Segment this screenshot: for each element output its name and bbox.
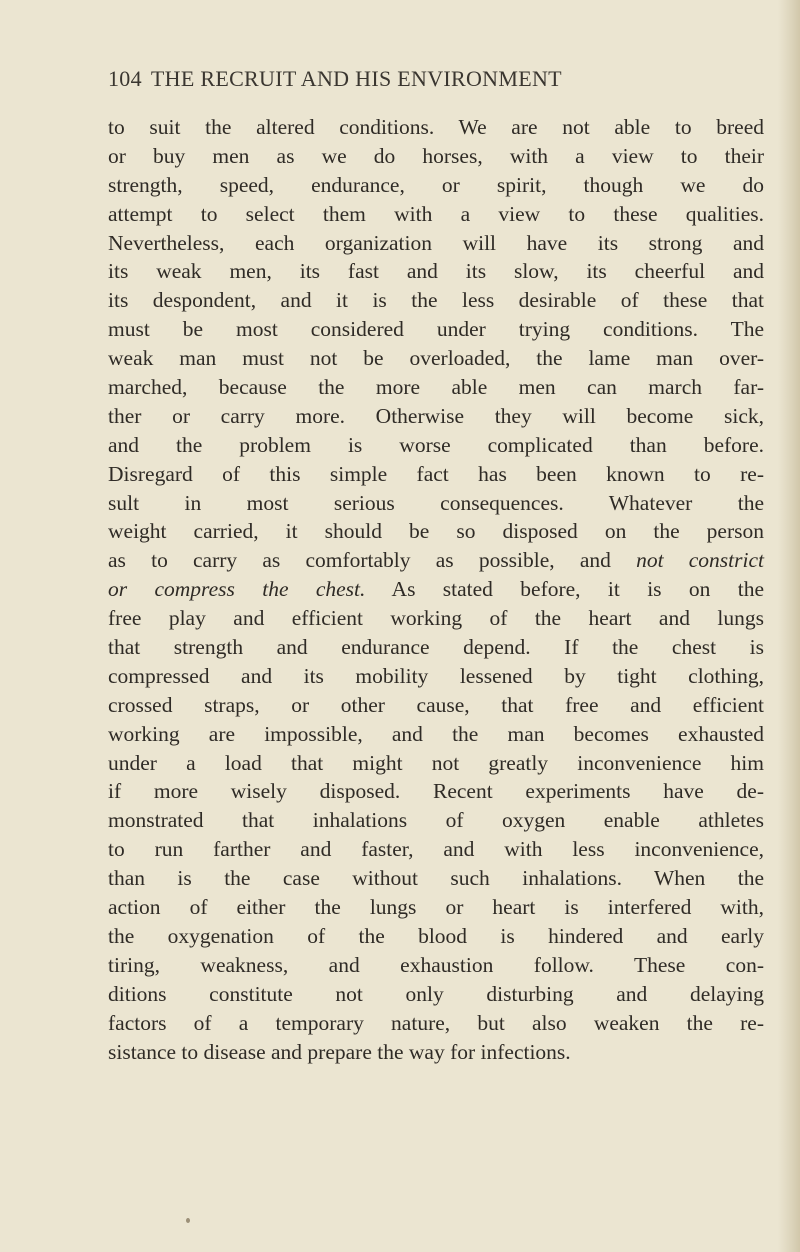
- text-line: [108, 286, 764, 315]
- text-segment: monstrated that inhalations of oxygen enable athletes: [108, 808, 764, 833]
- text-segment: attempt to select them with a view to these qualities.: [108, 201, 764, 226]
- text-segment: its despondent, and it is the less desirable of these that: [108, 288, 764, 313]
- text-line: [108, 922, 764, 951]
- text-line: [108, 257, 764, 286]
- text-segment: compressed and its mobility lessened by tight clothing,: [108, 663, 764, 688]
- text-segment: or buy men as we do horses, with a view to their: [108, 143, 764, 168]
- text-segment: ditions constitute not only disturbing and delaying: [108, 981, 764, 1006]
- text-line: [108, 171, 764, 200]
- italic-text-segment: or compress the chest.: [108, 577, 366, 602]
- text-segment: that strength and endurance depend. If the chest is: [108, 635, 764, 660]
- text-segment: under a load that might not greatly inconvenience him: [108, 750, 764, 775]
- text-segment: strength, speed, endurance, or spirit, though we do: [108, 172, 764, 197]
- text-segment: if more wisely disposed. Recent experiments have de-: [108, 779, 764, 804]
- text-line: [108, 229, 764, 258]
- page-number: 104: [108, 66, 142, 91]
- text-line: [108, 113, 764, 142]
- text-line: [108, 980, 764, 1009]
- page-edge-shadow: [778, 0, 800, 1252]
- text-segment: must be most considered under trying conditions. The: [108, 317, 764, 342]
- text-line: [108, 344, 764, 373]
- text-segment: weak man must not be overloaded, the lame man over-: [108, 346, 764, 371]
- text-segment: As stated before, it is on the: [365, 577, 764, 602]
- text-segment: action of either the lungs or heart is interfered with,: [108, 895, 764, 920]
- text-segment: Nevertheless, each organization will have its strong and: [108, 230, 764, 255]
- text-segment: free play and efficient working of the heart and lungs: [108, 606, 764, 631]
- text-line: [108, 315, 764, 344]
- text-line: [108, 604, 764, 633]
- paper-speck: [186, 1218, 190, 1223]
- running-title: THE RECRUIT AND HIS ENVIRONMENT: [150, 66, 562, 91]
- text-line: [108, 835, 764, 864]
- text-line: [108, 373, 764, 402]
- text-segment: sistance to disease and prepare the way for infections.: [108, 1039, 571, 1064]
- text-line: [108, 749, 764, 778]
- text-segment: to suit the altered conditions. We are not able to breed: [108, 115, 764, 139]
- text-line: [108, 777, 764, 806]
- text-segment: working are impossible, and the man becomes exhausted: [108, 721, 764, 746]
- text-line: [108, 720, 764, 749]
- text-line: [108, 662, 764, 691]
- text-line: [108, 402, 764, 431]
- text-line: [108, 633, 764, 662]
- text-line: [108, 806, 764, 835]
- text-line: [108, 517, 764, 546]
- text-segment: as to carry as comfortably as possible, and: [108, 548, 637, 573]
- text-segment: sult in most serious consequences. Whatever the: [108, 490, 764, 515]
- text-segment: ther or carry more. Otherwise they will become sick,: [108, 403, 764, 428]
- text-segment: than is the case without such inhalations. When the: [108, 866, 764, 891]
- text-line: [108, 575, 764, 604]
- text-line: [108, 142, 764, 171]
- text-line: [108, 893, 764, 922]
- text-segment: factors of a temporary nature, but also weaken the re-: [108, 1010, 764, 1035]
- text-segment: marched, because the more able men can march far-: [108, 375, 764, 400]
- text-segment: crossed straps, or other cause, that free and efficient: [108, 692, 764, 717]
- text-segment: its weak men, its fast and its slow, its cheerful and: [108, 259, 764, 284]
- text-line: [108, 431, 764, 460]
- text-line: [108, 489, 764, 518]
- text-line: [108, 1038, 764, 1067]
- text-line: [108, 200, 764, 229]
- italic-text-segment: not constrict: [636, 548, 764, 573]
- text-segment: the oxygenation of the blood is hindered and early: [108, 923, 764, 948]
- text-line: [108, 691, 764, 720]
- text-segment: and the problem is worse complicated than before.: [108, 432, 764, 457]
- text-line: [108, 460, 764, 489]
- text-segment: Disregard of this simple fact has been known to re-: [108, 461, 764, 486]
- text-line: [108, 546, 764, 575]
- running-head: [108, 66, 748, 92]
- text-line: [108, 1009, 764, 1038]
- text-segment: tiring, weakness, and exhaustion follow. These con-: [108, 952, 764, 977]
- body-paragraph: [108, 113, 764, 1066]
- text-line: [108, 951, 764, 980]
- text-segment: weight carried, it should be so disposed on the person: [108, 519, 764, 544]
- text-line: [108, 864, 764, 893]
- text-segment: to run farther and faster, and with less inconvenience,: [108, 837, 764, 862]
